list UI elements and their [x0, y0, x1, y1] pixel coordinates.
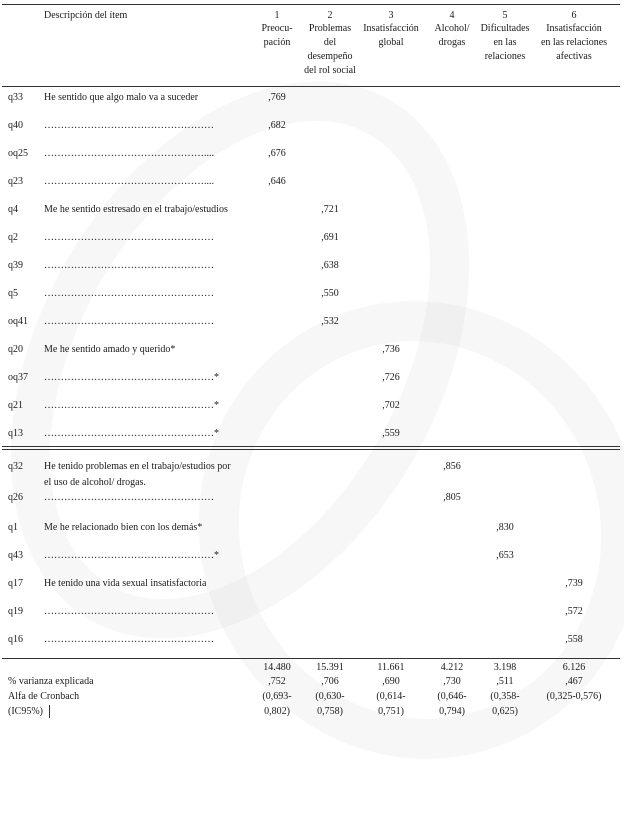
item-code: oq37: [8, 372, 28, 383]
ci-upper: 0,751): [378, 706, 404, 717]
item-code: oq25: [8, 148, 28, 159]
alpha-value: ,511: [496, 676, 514, 687]
item-description: ……………………………………………*: [44, 372, 219, 383]
ci-lower: (0,358-: [490, 691, 520, 702]
item-description: He tenido problemas en el trabajo/estudios por: [44, 461, 231, 472]
ci-upper: 0,758): [317, 706, 343, 717]
column-header-line: Preocu-: [261, 23, 293, 34]
column-number: 5: [502, 10, 508, 21]
table-rule: [2, 449, 620, 450]
column-header-line: en las: [493, 37, 517, 48]
column-header-line: Alcohol/: [434, 23, 470, 34]
item-description: He tenido una vida sexual insatisfactoria: [44, 578, 207, 589]
variance-label: % varianza explicada: [8, 676, 94, 687]
item-description: ……………………………………………: [44, 288, 214, 299]
item-description-header: Descripción del ítem: [44, 10, 128, 21]
variance-value: 6.126: [562, 662, 586, 673]
alpha-value: ,730: [443, 676, 461, 687]
ci-lower: (0,614-: [376, 691, 406, 702]
item-code: q5: [8, 288, 18, 299]
ci-lower: (0,693-: [262, 691, 292, 702]
item-code: q16: [8, 634, 23, 645]
item-code: q19: [8, 606, 23, 617]
factor-loading: ,646: [268, 176, 286, 187]
factor-loading: ,572: [565, 606, 583, 617]
column-header-line: pación: [263, 37, 291, 48]
column-number: 6: [571, 10, 577, 21]
variance-value: 4.212: [440, 662, 464, 673]
factor-loading: ,739: [565, 578, 583, 589]
item-description: Me he sentido amado y querido*: [44, 344, 176, 355]
item-code: q43: [8, 550, 23, 561]
item-code: q33: [8, 92, 23, 103]
factor-loading: ,769: [268, 92, 286, 103]
column-number: 1: [274, 10, 280, 21]
item-description: ……………………………………………: [44, 316, 214, 327]
item-code: q39: [8, 260, 23, 271]
text-cursor: [49, 705, 50, 718]
factor-loading: ,550: [321, 288, 339, 299]
item-description: ……………………………………………*: [44, 550, 219, 561]
factor-loading: ,721: [321, 204, 339, 215]
variance-value: 14.480: [263, 662, 291, 673]
item-description: ……………………………………………: [44, 260, 214, 271]
alpha-value: ,690: [382, 676, 400, 687]
item-description: ……………………………………………: [44, 634, 214, 645]
ci-upper: 0,794): [439, 706, 465, 717]
item-description: el uso de alcohol/ drogas.: [44, 477, 146, 488]
ci-upper: 0,802): [264, 706, 290, 717]
item-code: q23: [8, 176, 23, 187]
item-description: ……………………………………………: [44, 232, 214, 243]
factor-loading: ,805: [443, 492, 461, 503]
ci-lower: (0,646-: [437, 691, 467, 702]
alpha-value: ,706: [321, 676, 339, 687]
table-rule: [2, 446, 620, 447]
item-code: q13: [8, 428, 23, 439]
factor-loading: ,653: [496, 550, 514, 561]
factor-loading: ,856: [443, 461, 461, 472]
column-header-line: del: [323, 37, 337, 48]
item-code: q21: [8, 400, 23, 411]
ci-lower: (0,325-0,576): [546, 691, 602, 702]
item-description: Me he sentido estresado en el trabajo/estudios: [44, 204, 228, 215]
column-number: 4: [449, 10, 455, 21]
item-code: q4: [8, 204, 18, 215]
variance-value: 15.391: [316, 662, 344, 673]
column-header-line: Insatisfacción: [546, 23, 602, 34]
column-header-line: en las relaciones: [540, 37, 608, 48]
item-description: ……………………………………………*: [44, 400, 219, 411]
item-description: ……………………………………………*: [44, 428, 219, 439]
column-header-line: afectivas: [556, 51, 592, 62]
alpha-value: ,752: [268, 676, 286, 687]
column-header-line: global: [378, 37, 404, 48]
item-code: q40: [8, 120, 23, 131]
item-code: q32: [8, 461, 23, 472]
column-header-line: Problemas: [308, 23, 352, 34]
variance-value: 3.198: [493, 662, 517, 673]
item-code: q26: [8, 492, 23, 503]
column-header-line: del rol social: [304, 65, 356, 76]
column-header-line: Dificultades: [480, 23, 530, 34]
column-header-line: Insatisfacción: [363, 23, 419, 34]
table-rule: [2, 86, 620, 87]
factor-loading: ,559: [382, 428, 400, 439]
factor-loading: ,638: [321, 260, 339, 271]
item-description: Me he relacionado bien con los demás*: [44, 522, 203, 533]
factor-loading: ,702: [382, 400, 400, 411]
factor-loading: ,558: [565, 634, 583, 645]
item-code: q17: [8, 578, 23, 589]
alpha-value: ,467: [565, 676, 583, 687]
column-header-line: desempeño: [307, 51, 353, 62]
factor-loading: ,736: [382, 344, 400, 355]
factor-loading: ,676: [268, 148, 286, 159]
factor-loading: ,532: [321, 316, 339, 327]
factor-loading: ,691: [321, 232, 339, 243]
item-code: q2: [8, 232, 18, 243]
table-rule: [2, 658, 620, 659]
alpha-label: Alfa de Cronbach: [8, 691, 80, 702]
item-description: He sentido que algo malo va a suceder: [44, 92, 199, 103]
factor-loading: ,682: [268, 120, 286, 131]
column-number: 3: [388, 10, 394, 21]
ci-lower: (0,630-: [315, 691, 345, 702]
item-description: …………………………………………....: [44, 176, 214, 187]
item-code: q20: [8, 344, 23, 355]
column-header-line: relaciones: [484, 51, 526, 62]
ci-upper: 0,625): [492, 706, 518, 717]
item-description: ……………………………………………: [44, 492, 214, 503]
ic-label: (IC95%): [8, 706, 43, 717]
variance-value: 11.661: [377, 662, 405, 673]
factor-loading: ,726: [382, 372, 400, 383]
item-description: ……………………………………………: [44, 120, 214, 131]
item-code: oq41: [8, 316, 28, 327]
item-description: ……………………………………………: [44, 606, 214, 617]
column-header-line: drogas: [438, 37, 466, 48]
column-number: 2: [327, 10, 333, 21]
item-code: q1: [8, 522, 18, 533]
table-rule: [2, 4, 620, 5]
item-description: …………………………………………....: [44, 148, 214, 159]
factor-loading: ,830: [496, 522, 514, 533]
